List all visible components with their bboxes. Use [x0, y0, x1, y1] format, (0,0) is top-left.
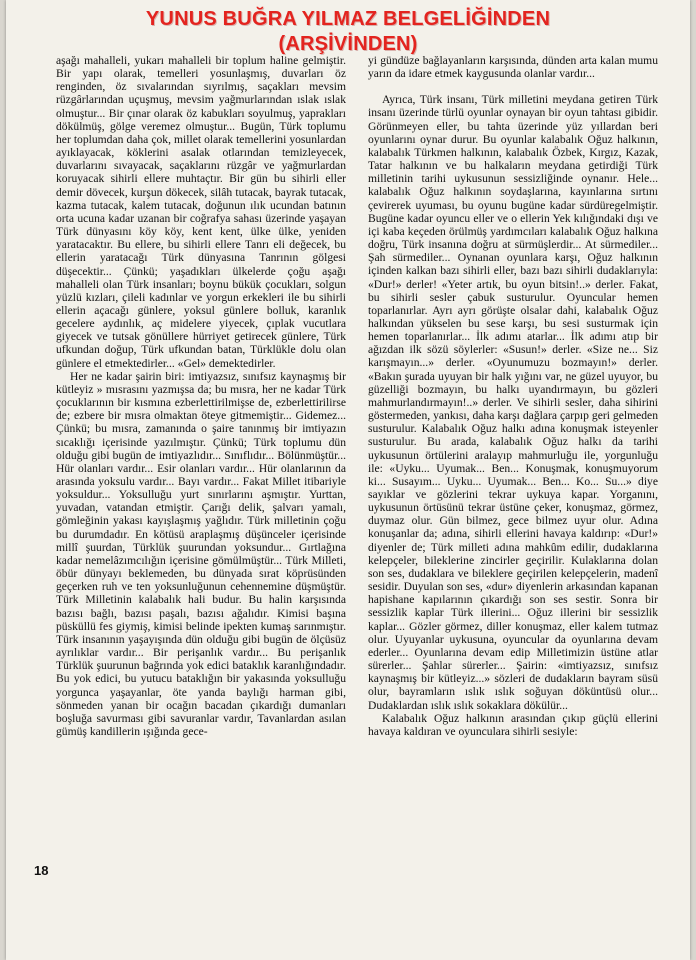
paragraph: Kalabalık Oğuz halkının arasından çıkıp güçlü ellerini havaya kaldıran ve oyunculara sihirli sesiyle: [368, 711, 658, 738]
paragraph: aşağı mahalleli, yukarı mahalleli bir toplum haline gelmiştir. Bir yapı olarak, temelleri yosunlaşmış, duvarları öz renginden, öz sıvalarından sıyrılmış, saçakları mevsim rüzgârlarından uçuşmuş, mevsim yağmurlarından ıslak ıslak olmuştur... Bir çınar olarak öz kabukları soyulmuş, yaprakları dökülmüş, gölge veremez olmuştur... Bugün, Türk toplumu her toplumdan daha çok, millet olarak temellerini yosunlardan ayıklayacak, köklerini asalak otlarından temizleyecek, duvarlarını sıvayacak, saçaklarını rüzgâr ve yağmurlardan koruyacak sihirli ellere muhtaçtır. Bir gün bu sihirli eller demir dövecek, kurşun dökecek, silâh tutacak, bayrak tutacak, kazma tutacak, kalem tutacak, doğunun ılık ucundan batının orta ucuna kadar uzanan bir coğrafya sahası üzerinde yaşayan Türk dünyasını köy köy, kent kent, ülke ülke, yeniden yaratacaktır. Bu ellere, bu sihirli ellere Tanrı eli değecek, bu ellerin yaratacağı Türk dünyasına Tanrının gölgesi düşecektir... Çünkü; yaşadıkları ülkelerde çoğu aşağı mahalleli olan Türk insanları; boynu bükük çocukları, solgun yüzlü kızları, çileli kadınlar ve yorgun erkekleri ile bu sihirli ellerin açacağı günlere, yoksul günlere bolluk, karanlık gecelere aydınlık, aç midelere yiyecek, çıplak vucutlara giyecek ve tutsak gönüllere hürriyet getirecek günlere, Türk ufkundan doğup, Türk ufkundan batan, Türklükle dolu olan günlere el etmektedirler... «Gel» demektedirler. [56, 54, 346, 370]
watermark-line-1: YUNUS BUĞRA YILMAZ BELGELİĞİNDEN [145, 8, 551, 30]
paragraph: Ayrıca, Türk insanı, Türk milletini meydana getiren Türk insanı üzerinde türlü oyunlar oynayan bir oyun tahtası gibidir. Görünmeyen eller, bu tahta üzerinde yüz yıllardan beri oyunlarını oynar durur. Bu oyunlar kalabalık Oğuz halkının, kalabalık Türkmen halkının, kalabalık Özbek, Kırgız, Kazak, Tatar halkının ve bu halkaların meydana getirdiği Türk milletinin tarihi uykusunun sessizliğinde oynanır. Hele... kalabalık Oğuz halkının soydaşlarına, kayınlarına sırtını çevirerek uyuması, bu oyunu bugüne kadar sürdüregelmiştir. Bugüne kadar oyuncu eller ve o ellerin Yek kılığındaki dışı ve içi kaba keçeden örülmüş yardımcıları kalabalık Oğuz halkına doğru, Türk insanına doğru at sürmüşlerdir... At sürmediler... Şah sürmediler... Oynanan oyunlara karşı, Oğuz halkının içinden kalkan bazı sihirli eller, bazı bazı sihirli dudaklarıyla: «Dur!» derler! «Yeter artık, bu oyun bitsin!..» derler. Fakat, bu sihirli sesler çabuk susturulur. Oyuncular hemen toparlanırlar. Ayrı ayrı görüşte olsalar dahi, kalabalık Oğuz halkından yükselen bu sese karşı, bu sesi susturmak için hemen toparlanırlar... İlk adımı atarlar... İlk adımı atıp bir ağızdan ilk sözü söylerler: «Susun!» derler. «Size ne... Siz karışmayın...» derler. «Oyunumuzu bozmayın!» derler. «Bakın şurada uyuyan bir halk yığını var, ne güzel uyuyor, bu güzelliği bozmayın, bu halkı uyandırmayın, bu gözleri mahmurlandırmayın!..» derler. Ve sihirli sesler, daha sihirini göstermeden, yankısı, daha karşı dağlara çarpıp geri gelmeden susturulur. Kalabalık Oğuz halkı adına konuşmak isteyenler susturulur. Bu arada, kalabalık Oğuz halkı da tarihi uykusunun örtülerini aralayıp mahmurluğu ile, yorgunluğu ile: «Uyku... Uyumak... Ben... Konuşmak, konuşmuyorum ki... Susayım... Uyku... Uyumak... Ben... Ko... Su...» diye sayıklar ve gözlerini tekrar uykuya kapar. Yorganını, uykusunun örtüsünü tekrar üstüne çeker, konuşmaz, görmez, duymaz olur. Gün bilmez, gece bilmez uyur olur. Adına konuşanlar da; adına, sihirli ellerini havaya kaldırıp: «Dur!» diyenler de; Türk milleti adına mahkûm edilir, dudaklarına kelepçeler, bileklerine zincirler geçirilir. Kulaklarına dolan son ses, dudaklara ve bileklere geçirilen kelepçelerin, madenî sesidir. Duyulan son ses, «dur» diyenlerin arkasından kapanan hapishane kapılarının çıkardığı son ses sestir. Sonra bir sessizlik kaplar Türk illerini... Oğuz illerini bir sessizlik kaplar... Gözler görmez, diller konuşmaz, eller kalem tutmaz olur. Uyuyanlar uykusuna, oyuncular da oyunlarına devam ederler... Oyunlarına devam edip Milletimizin üstüne atlar sürerler... Şahlar sürerler... Şairin: «imtiyazsız, sınıfsız kaynaşmış bir kütleyiz...» sözleri de dudakların bayram süsü olur, bayramların ıslık ıslık soğuyan döküntüsü olur... Dudaklardan ıslık ıslık sokaklara dökülür... [368, 93, 658, 712]
watermark-line-2: (ARŞİVİNDEN) [278, 33, 418, 55]
left-text-column [56, 54, 346, 738]
page-number: 18 [34, 863, 49, 878]
paragraph: yi gündüze bağlayanların karşısında, dünden arta kalan mumu yarın da idare etmek kaygusunda olanlar vardır... [368, 54, 658, 81]
paragraph: Her ne kadar şairin biri: imtiyazsız, sınıfsız kaynaşmış bir kütleyiz » mısrasını yazmışsa da; bu mısra, her ne kadar Türk çocuklarının bir kısmına ezberlettirilmişse de, ezberlettirilirse de; ezbere bir mısra olmaktan öteye gitmemiştir... Gidemez... Çünkü; bu mısra, zamanında o şaire tanınmış bir imtiyazın sıcaklığı içerisinde yazılmıştır. Çünkü; Türk toplumu dün olduğu gibi bugün de imtiyazlıdır... Sınıflıdır... Bölünmüştür... Hür olanları vardır... Esir olanları vardır... Hür olanlarının da arasında yoksulu vardır... Bayı vardır... Fakat Millet itibariyle yoksuldur... Yoksulluğu yurt sınırlarını aşmıştır. Yurttan, yuvadan, vatandan etmiştir. Çarığı delik, şalvarı yamalı, gömleğinin yakası kayışlaşmış yağlıdır. Türk milletinin çoğu bu durumdadır. En kötüsü araplaşmış düşünceler içerisinde millî şuurdan, Türklük şuurundan yoksundur... Gırtlağına kadar nemelâzımcılığın içerisine gömülmüştür... Türk Milleti, öbür dünyayı beklemeden, bu dünyada sırat köprüsünden geçerken ruh ve ten yoksunluğunun cehennemine düşmüştür. Türk Milletinin kalabalık hali budur. Bu halin karşısında bazısı bağlı, bazısı paşalı, bazısı ağalıdır. Kimisi başına püsküllü fes giymiş, kimisi belinde ipekten kumaş sarınmıştır. Türk insanının yaşayışında dün olduğu gibi bugün de ölçüsüz ayrılıklar vardır... Bir perişanlık vardır... Bu perişanlık Türklük şuurunun bağrında yok edici bataklık karanlığındadır. Bu yok edici, bu yutucu bataklığın bir yakasında yoksulluğu yorgunca yaşayanlar, öte yanda baylığı harman gibi, sönmeden yanan bir ocağın bacadan çıkardığı dumanları boşluğa savurması gibi savuranlar vardır, Tavanlardan asılan gümüş kandillerin ışığında gece- [56, 369, 346, 738]
right-text-column [368, 54, 658, 738]
magazine-page [6, 0, 690, 960]
